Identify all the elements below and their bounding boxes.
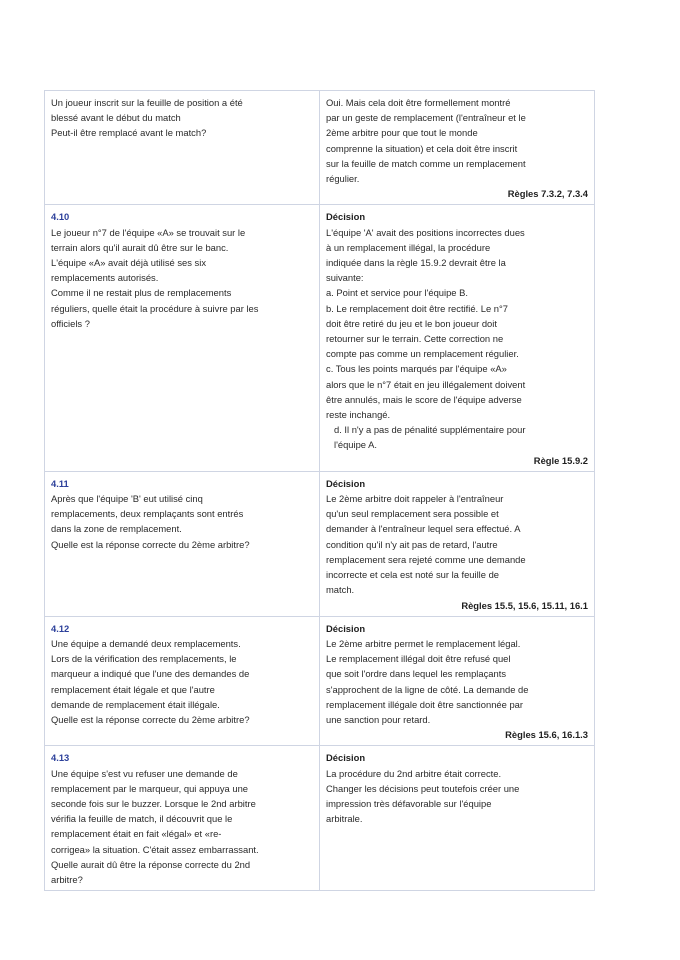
decision-cell bbox=[320, 471, 595, 616]
answer-line: 2ème arbitre pour que tout le monde bbox=[326, 127, 478, 139]
answer-line: c. Tous les points marqués par l'équipe «A» bbox=[326, 363, 507, 375]
question-line: remplacements autorisés. bbox=[51, 272, 159, 284]
answer-line: indiquée dans la règle 15.9.2 devrait être la bbox=[326, 257, 506, 269]
answer-line: Oui. Mais cela doit être formellement montré bbox=[326, 97, 511, 108]
answer-line: remplacement illégale doit être sanctionnée par bbox=[326, 698, 523, 710]
case-number: 4.12 bbox=[51, 622, 70, 634]
answer-line: impression très défavorable sur l'équipe bbox=[326, 797, 492, 809]
question-line: L'équipe «A» avait déjà utilisé ses six bbox=[51, 257, 207, 269]
answer-line: Le 2ème arbitre permet le remplacement légal. bbox=[326, 637, 521, 649]
answer-line: arbitrale. bbox=[326, 813, 363, 825]
answer-line: La procédure du 2nd arbitre était correcte. bbox=[326, 767, 502, 779]
question-line: Peut-il être remplacé avant le match? bbox=[51, 127, 207, 139]
answer-line: être annulés, mais le score de l'équipe adverse bbox=[326, 393, 522, 405]
question-cell bbox=[45, 205, 320, 471]
question-line: demande de remplacement était illégale. bbox=[51, 698, 220, 710]
answer-line: match. bbox=[326, 584, 355, 596]
case-number: 4.13 bbox=[51, 752, 70, 764]
question-line: Après que l'équipe 'B' eut utilisé cinq bbox=[51, 493, 203, 505]
answer-line: une sanction pour retard. bbox=[326, 713, 431, 725]
answer-line: retourner sur le terrain. Cette correction ne bbox=[326, 333, 504, 345]
answer-line: reste inchangé. bbox=[326, 409, 391, 421]
answer-line: par un geste de remplacement (l'entraîneur et le bbox=[326, 112, 526, 124]
question-line: Quelle est la réponse correcte du 2ème arbitre? bbox=[51, 538, 250, 550]
answer-line: Changer les décisions peut toutefois créer une bbox=[326, 782, 520, 794]
answer-line: qu'un seul remplacement sera possible et bbox=[326, 508, 499, 520]
question-line: officiels ? bbox=[51, 317, 90, 329]
answer-line: à un remplacement illégal, la procédure bbox=[326, 241, 491, 253]
case-row bbox=[45, 205, 595, 471]
answer-line: régulier. bbox=[326, 173, 360, 185]
question-cell bbox=[45, 746, 320, 891]
answer-line: alors que le n°7 était en jeu illégalement doivent bbox=[326, 378, 526, 390]
answer-line: demander à l'entraîneur lequel sera effectué. A bbox=[326, 523, 521, 535]
question-line: Comme il ne restait plus de remplacements bbox=[51, 287, 232, 299]
case-row bbox=[45, 91, 595, 205]
question-line: blessé avant le début du match bbox=[51, 112, 181, 124]
decision-heading: Décision bbox=[326, 477, 366, 489]
question-line: remplacements, deux remplaçants sont entrés bbox=[51, 508, 244, 520]
answer-line: s'approchent de la ligne de côté. La demande de bbox=[326, 683, 529, 695]
question-line: remplacement était en fait «légal» et «re- bbox=[51, 828, 222, 840]
answer-line: doit être retiré du jeu et le bon joueur doit bbox=[326, 317, 497, 329]
question-line: Un joueur inscrit sur la feuille de position a été bbox=[51, 97, 243, 108]
rule-reference: Règles 15.6, 16.1.3 bbox=[505, 729, 588, 741]
rule-reference: Règles 7.3.2, 7.3.4 bbox=[507, 188, 588, 200]
question-line: Quelle aurait dû être la réponse correcte du 2nd bbox=[51, 858, 251, 870]
answer-line: remplacement sera rejeté comme une demande bbox=[326, 553, 526, 565]
question-line: Lors de la vérification des remplacements, le bbox=[51, 653, 237, 665]
answer-line: suivante: bbox=[326, 272, 364, 284]
casebook-table bbox=[44, 90, 595, 891]
decision-cell bbox=[320, 91, 595, 205]
answer-line: b. Le remplacement doit être rectifié. Le n°7 bbox=[326, 302, 508, 314]
decision-heading: Décision bbox=[326, 752, 366, 764]
question-line: Une équipe s'est vu refuser une demande de bbox=[51, 767, 238, 779]
answer-line: compte pas comme un remplacement régulier. bbox=[326, 348, 519, 360]
question-cell bbox=[45, 616, 320, 746]
question-line: remplacement par le marqueur, qui appuya une bbox=[51, 782, 248, 794]
rule-reference: Règle 15.9.2 bbox=[533, 454, 588, 466]
question-line: corrigea» la situation. C'était assez embarrassant. bbox=[51, 843, 259, 855]
answer-line: incorrecte et cela est noté sur la feuille de bbox=[326, 569, 500, 581]
decision-cell bbox=[320, 205, 595, 471]
question-line: Quelle est la réponse correcte du 2ème arbitre? bbox=[51, 713, 250, 725]
question-line: seconde fois sur le buzzer. Lorsque le 2nd arbitre bbox=[51, 797, 256, 809]
question-cell bbox=[45, 91, 320, 205]
answer-line: comprenne la situation) et cela doit être inscrit bbox=[326, 142, 518, 154]
case-number: 4.11 bbox=[51, 477, 69, 489]
answer-indented-line: d. Il n'y a pas de pénalité supplémentaire pour bbox=[334, 424, 526, 436]
answer-line: Le 2ème arbitre doit rappeler à l'entraîneur bbox=[326, 493, 504, 505]
case-row bbox=[45, 616, 595, 746]
decision-heading: Décision bbox=[326, 622, 366, 634]
question-line: Une équipe a demandé deux remplacements. bbox=[51, 637, 241, 649]
answer-line: que soit l'ordre dans lequel les remplaçants bbox=[326, 668, 507, 680]
question-line: arbitre? bbox=[51, 873, 83, 885]
case-row bbox=[45, 746, 595, 891]
answer-line: Le remplacement illégal doit être refusé quel bbox=[326, 653, 511, 665]
question-line: Le joueur n°7 de l'équipe «A» se trouvait sur le bbox=[51, 226, 246, 238]
answer-line: condition qu'il n'y ait pas de retard, l'autre bbox=[326, 538, 498, 550]
decision-cell bbox=[320, 616, 595, 746]
question-line: réguliers, quelle était la procédure à suivre par les bbox=[51, 302, 259, 314]
answer-line: L'équipe 'A' avait des positions incorrectes dues bbox=[326, 226, 525, 238]
casebook-body bbox=[45, 91, 595, 891]
question-line: marqueur a indiqué que l'une des demandes de bbox=[51, 668, 250, 680]
decision-heading: Décision bbox=[326, 211, 366, 223]
case-number: 4.10 bbox=[51, 211, 70, 223]
answer-line: sur la feuille de match comme un remplacement bbox=[326, 157, 526, 169]
decision-cell bbox=[320, 746, 595, 891]
question-line: dans la zone de remplacement. bbox=[51, 523, 182, 535]
question-line: remplacement était légale et que l'autre bbox=[51, 683, 215, 695]
case-row bbox=[45, 471, 595, 616]
answer-line: a. Point et service pour l'équipe B. bbox=[326, 287, 468, 299]
question-line: vérifia la feuille de match, il découvrit que le bbox=[51, 813, 233, 825]
question-cell bbox=[45, 471, 320, 616]
rule-reference: Règles 15.5, 15.6, 15.11, 16.1 bbox=[461, 599, 588, 611]
answer-indented-line: l'équipe A. bbox=[334, 439, 377, 451]
question-line: terrain alors qu'il aurait dû être sur le banc. bbox=[51, 241, 229, 253]
document-page bbox=[44, 90, 592, 891]
